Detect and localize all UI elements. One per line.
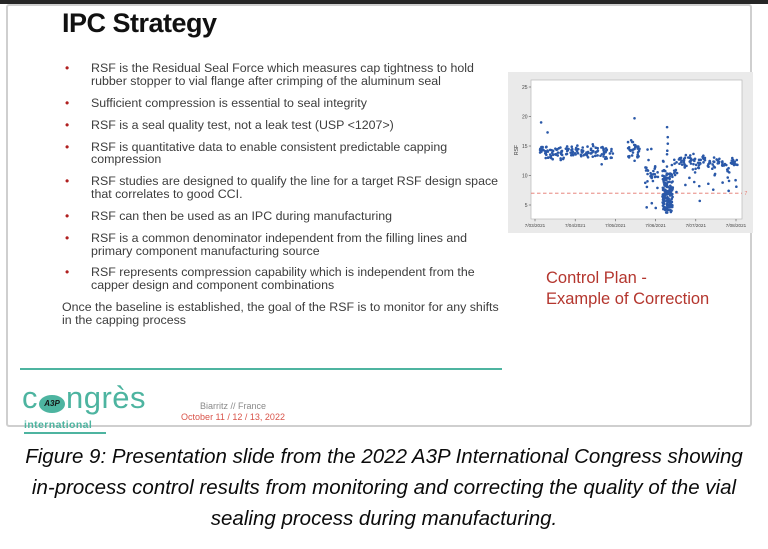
svg-text:RSF: RSF — [514, 145, 520, 155]
svg-text:15: 15 — [521, 143, 528, 150]
bullet-marker-icon: • — [65, 208, 70, 223]
event-dates: October 11 / 12 / 13, 2022 — [181, 412, 285, 422]
logo-letter-c: c — [22, 380, 38, 415]
bullet-text: RSF represents compression capability which is independent from the capper design and component combinations — [91, 265, 475, 293]
bullet-text: RSF studies are designed to qualify the line for a target RSF design space that correlates to good CCI. — [91, 174, 499, 201]
svg-text:7: 7 — [744, 190, 748, 197]
rsf-control-chart — [508, 72, 753, 233]
svg-text:7/05/2021: 7/05/2021 — [605, 223, 626, 228]
event-info — [148, 401, 318, 423]
bullet-text: RSF is quantitative data to enable consistent predictable capping compression — [91, 139, 448, 167]
bullet-list — [62, 62, 507, 327]
slide-card — [6, 4, 752, 431]
bullet-text: RSF is a common denominator independent from the filling lines and primary component manufacturing source — [91, 230, 468, 258]
svg-text:7/04/2021: 7/04/2021 — [564, 223, 586, 228]
bullet-text: RSF is a seal quality test, not a leak test (USP <1207>) — [91, 117, 394, 132]
svg-text:10: 10 — [521, 173, 528, 180]
logo-word-rest: ngrès — [66, 380, 147, 415]
bullet-text: Sufficient compression is essential to seal integrity — [91, 95, 367, 110]
bullet-item — [62, 141, 507, 167]
bullet-text: RSF can then be used as an IPC during manufacturing — [91, 208, 392, 223]
svg-text:25: 25 — [521, 84, 528, 91]
bullet-item — [62, 232, 507, 258]
bullet-marker-icon: • — [65, 174, 70, 189]
logo-international: international — [24, 419, 106, 434]
svg-text:7/06/2021: 7/06/2021 — [645, 223, 666, 228]
bullet-marker-icon: • — [65, 139, 70, 154]
closing-paragraph: Once the baseline is established, the goal of the RSF is to monitor for any shifts in the capping process — [62, 299, 499, 327]
bullet-item — [62, 175, 507, 201]
svg-text:7/08/2021: 7/08/2021 — [725, 223, 747, 228]
bullet-item — [62, 210, 507, 223]
bullet-marker-icon: • — [65, 230, 70, 245]
event-location: Biarritz // France — [199, 401, 266, 411]
bullet-text: RSF is the Residual Seal Force which measures cap tightness to hold rubber stopper to vial flange after crimping of the aluminum seal — [91, 61, 474, 88]
bullet-item — [62, 62, 507, 88]
svg-text:7/03/2021: 7/03/2021 — [524, 223, 546, 228]
bullet-marker-icon: • — [65, 117, 70, 132]
bullet-item — [62, 266, 507, 292]
annotation-line1: Control Plan - — [546, 269, 647, 287]
svg-text:5: 5 — [524, 202, 528, 209]
bullet-marker-icon: • — [65, 95, 70, 110]
annotation-line2: Example of Correction — [546, 290, 710, 309]
bullet-item — [62, 119, 507, 132]
svg-text:7/07/2021: 7/07/2021 — [685, 223, 707, 228]
bullet-item — [62, 97, 507, 110]
svg-text:20: 20 — [521, 114, 528, 121]
a3p-badge-text: A3P — [44, 399, 60, 408]
slide-title: IPC Strategy — [62, 8, 217, 38]
a3p-badge-icon — [39, 395, 65, 413]
control-plan-annotation — [546, 268, 709, 311]
figure-caption: Figure 9: Presentation slide from the 2022 A3P International Congress showing in-process control results from monitoring and correcting the quality of the vial sealing process during manufacturing. — [25, 445, 743, 530]
congres-logo — [22, 380, 147, 434]
footer-divider — [20, 368, 502, 370]
logo-wordmark — [22, 380, 147, 415]
bullet-marker-icon: • — [65, 61, 70, 75]
bullet-marker-icon: • — [65, 265, 70, 280]
